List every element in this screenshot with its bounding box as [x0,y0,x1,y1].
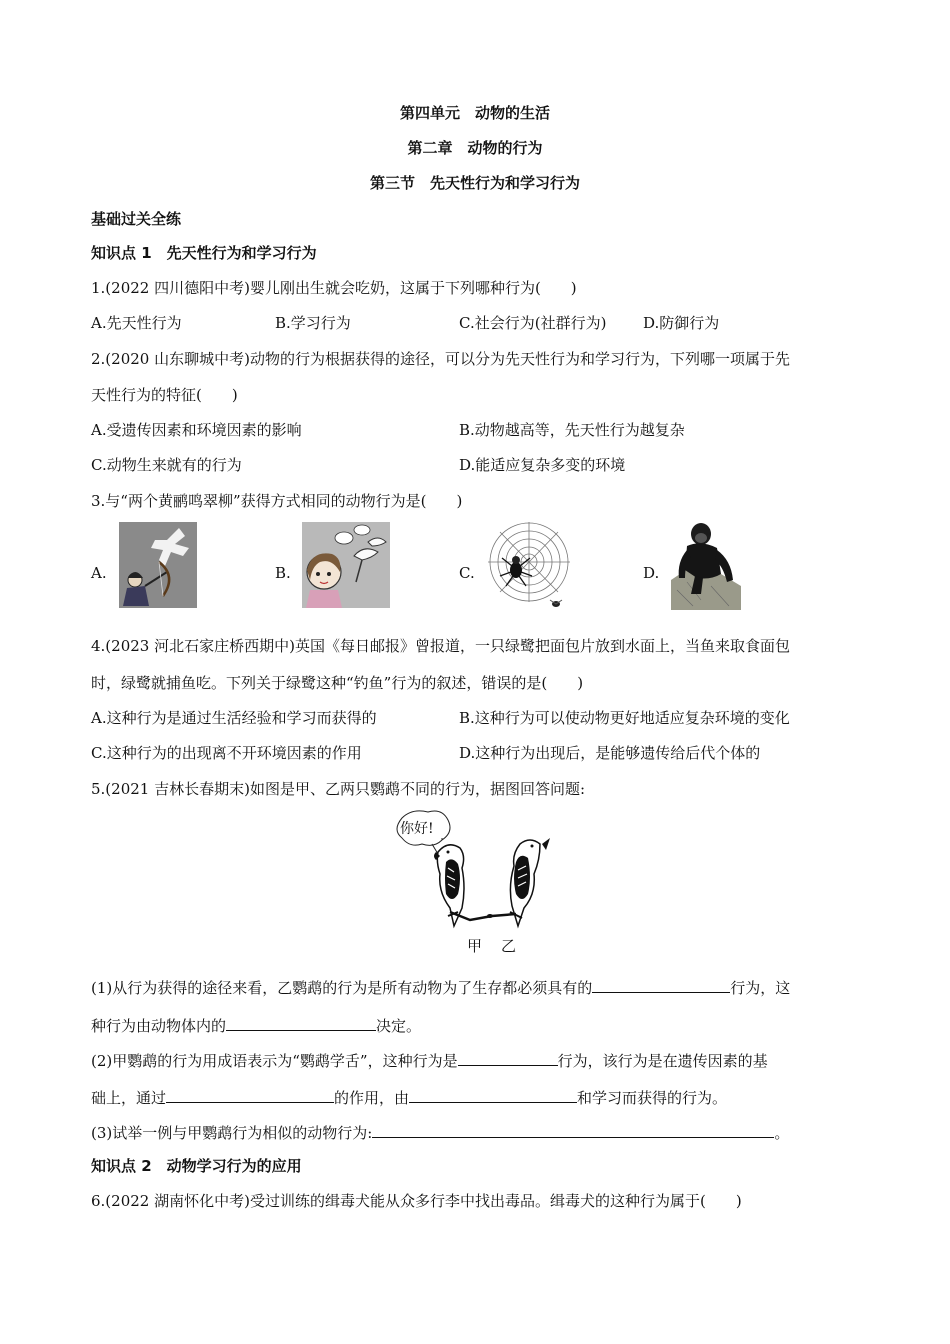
q1-option-d: D.防御行为 [643,314,720,332]
q3-stem: 3.与“两个黄鹂鸣翠柳”获得方式相同的动物行为是( ) [91,492,463,510]
unit-title: 第四单元 动物的生活 [399,104,550,122]
q5-part2-text-c: 础上，通过 [91,1089,167,1107]
q4-option-b: B.这种行为可以使动物更好地适应复杂环境的变化 [459,709,790,727]
q5-part3-text-a: (3)试举一例与甲鹦鹉行为相似的动物行为: [91,1124,373,1142]
chapter-title: 第二章 动物的行为 [407,139,543,157]
parrot-label-yi: 乙 [501,937,517,955]
knowledge-point-2: 知识点 2 动物学习行为的应用 [91,1157,302,1175]
q5-part1-text-b: 行为，这 [730,979,791,997]
girl-with-birds-image [302,522,390,608]
q4-stem-line2: 时，绿鹭就捕鱼吃。下列关于绿鹭这种“钓鱼”行为的叙述，错误的是( ) [91,674,584,692]
q4-option-c: C.这种行为的出现离不开环境因素的作用 [91,744,362,762]
chimpanzee-image [671,520,741,610]
q5-part1-text-d: 决定。 [376,1017,422,1035]
q2-option-d: D.能适应复杂多变的环境 [459,456,626,474]
q5-part1-blank1[interactable] [592,976,730,993]
q2-stem-line2: 天性行为的特征( ) [91,386,238,404]
part-heading: 基础过关全练 [91,210,182,228]
knowledge-point-1: 知识点 1 先天性行为和学习行为 [91,244,317,262]
q3-option-b-label: B. [275,564,291,582]
q5-part1-line2 [91,1014,421,1036]
q5-part3-blank[interactable] [372,1121,774,1138]
q1-option-b: B.学习行为 [275,314,351,332]
q1-stem: 1.(2022 四川德阳中考)婴儿刚出生就会吃奶，这属于下列哪种行为( ) [91,279,577,297]
speech-bubble-text: 你好! [400,821,434,837]
q2-option-a: A.受遗传因素和环境因素的影响 [91,421,302,439]
q5-part2-text-a: (2)甲鹦鹉的行为用成语表示为“鹦鹉学舌”，这种行为是 [91,1052,458,1070]
q4-option-d: D.这种行为出现后，是能够遗传给后代个体的 [459,744,761,762]
q5-part2-blank2[interactable] [166,1086,334,1103]
q3-option-a-label: A. [91,564,107,582]
q2-option-c: C.动物生来就有的行为 [91,456,242,474]
q4-stem-line1: 4.(2023 河北石家庄桥西期中)英国《每日邮报》曾报道，一只绿鹭把面包片放到水面上，当鱼来取食面包 [91,637,790,655]
q1-option-a: A.先天性行为 [91,314,182,332]
q1-option-c: C.社会行为(社群行为) [459,314,607,332]
q5-part2-blank3[interactable] [409,1086,577,1103]
q5-part3-line [91,1121,789,1143]
q2-option-b: B.动物越高等，先天性行为越复杂 [459,421,685,439]
q5-part2-line2 [91,1086,727,1108]
q6-stem: 6.(2022 湖南怀化中考)受过训练的缉毒犬能从众多行李中找出毒品。缉毒犬的这种行为属于( ) [91,1192,742,1210]
q5-part1-text-a: (1)从行为获得的途径来看，乙鹦鹉的行为是所有动物为了生存都必须具有的 [91,979,593,997]
q5-part2-text-d: 的作用，由 [334,1089,410,1107]
parrot-label-jia: 甲 [467,937,483,955]
q5-part2-blank1[interactable] [458,1049,558,1066]
q5-part1-blank2[interactable] [226,1014,376,1031]
q4-option-a: A.这种行为是通过生活经验和学习而获得的 [91,709,377,727]
q3-option-c-label: C. [459,564,475,582]
spider-web-image [486,520,572,610]
section-title: 第三节 先天性行为和学习行为 [369,174,580,192]
q5-part1-line1 [91,976,790,998]
q5-stem: 5.(2021 吉林长春期末)如图是甲、乙两只鹦鹉不同的行为，据图回答问题: [91,780,586,798]
q5-part2-text-e: 和学习而获得的行为。 [577,1089,728,1107]
q3-option-d-label: D. [643,564,660,582]
q5-part2-text-b: 行为，该行为是在遗传因素的基 [557,1052,768,1070]
q5-part3-text-b: 。 [774,1124,790,1142]
archer-image [119,522,197,608]
q5-part1-text-c: 种行为由动物体内的 [91,1017,227,1035]
q5-part2-line1 [91,1049,768,1071]
q2-stem-line1: 2.(2020 山东聊城中考)动物的行为根据获得的途径，可以分为先天性行为和学习行为，下列哪一项属于先 [91,350,790,368]
